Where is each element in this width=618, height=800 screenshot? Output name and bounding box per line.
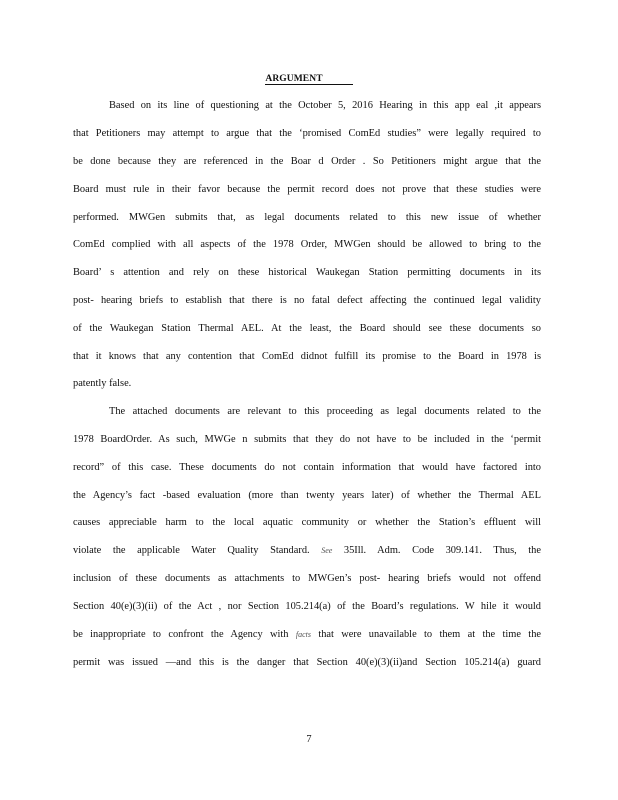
text-line-with-citation bbox=[73, 544, 541, 558]
text-line: the Agency’s fact -based evaluation (more than twenty years later) of whether the Thermal AEL bbox=[73, 490, 541, 501]
text-line: patently false. bbox=[73, 378, 132, 389]
text-line: Section 40(e)(3)(ii) of the Act , nor Section 105.214(a) of the Board’s regulations. W hile it would bbox=[73, 601, 541, 612]
text-line: The attached documents are relevant to this proceeding as legal documents related to the bbox=[109, 406, 541, 417]
text-line: that Petitioners may attempt to argue that the ‘promised ComEd studies” were legally required to bbox=[73, 128, 541, 139]
text-line: Board must rule in their favor because the permit record does not prove that these studies were bbox=[73, 184, 541, 195]
text-line: 1978 BoardOrder. As such, MWGe n submits that they do not have to be included in the ‘permit bbox=[73, 434, 541, 445]
text-line-with-emphasis bbox=[73, 628, 541, 642]
heading-text: ARGUMENT bbox=[265, 74, 352, 85]
text-line: post- hearing briefs to establish that there is no fatal defect affecting the continued legal validity bbox=[73, 295, 541, 306]
text-line: that it knows that any contention that ComEd didnot fulfill its promise to the Board in 1978 is bbox=[73, 351, 541, 362]
text-line: record” of this case. These documents do not contain information that would have factored into bbox=[73, 462, 541, 473]
line-segment: violate the applicable Water Quality Standard. bbox=[73, 545, 322, 556]
citation-signal: See bbox=[321, 546, 333, 555]
text-line: permit was issued —and this is the danger that Section 40(e)(3)(ii)and Section 105.214(a) guard bbox=[73, 657, 541, 668]
text-line: causes appreciable harm to the local aquatic community or whether the Station’s effluent will bbox=[73, 517, 541, 528]
line-segment: 35Ill. Adm. Code 309.141. Thus, the bbox=[332, 545, 541, 556]
text-line: Board’ s attention and rely on these historical Waukegan Station permitting documents in its bbox=[73, 267, 541, 278]
emphasized-word: facts bbox=[295, 630, 311, 639]
text-line: inclusion of these documents as attachments to MWGen’s post- hearing briefs would not offend bbox=[73, 573, 541, 584]
line-segment: that were unavailable to them at the time the bbox=[310, 629, 542, 640]
section-heading bbox=[0, 74, 618, 84]
text-line: ComEd complied with all aspects of the 1978 Order, MWGen should be allowed to bring to the bbox=[73, 239, 541, 250]
page-number: 7 bbox=[306, 734, 312, 745]
text-line: be done because they are referenced in the Boar d Order . So Petitioners might argue that the bbox=[73, 156, 541, 167]
text-line: performed. MWGen submits that, as legal documents related to this new issue of whether bbox=[73, 212, 541, 223]
line-segment: be inappropriate to confront the Agency with bbox=[73, 629, 296, 640]
text-line: of the Waukegan Station Thermal AEL. At the least, the Board should see these documents so bbox=[73, 323, 541, 334]
text-line: Based on its line of questioning at the October 5, 2016 Hearing in this app eal ,it appears bbox=[109, 100, 541, 111]
